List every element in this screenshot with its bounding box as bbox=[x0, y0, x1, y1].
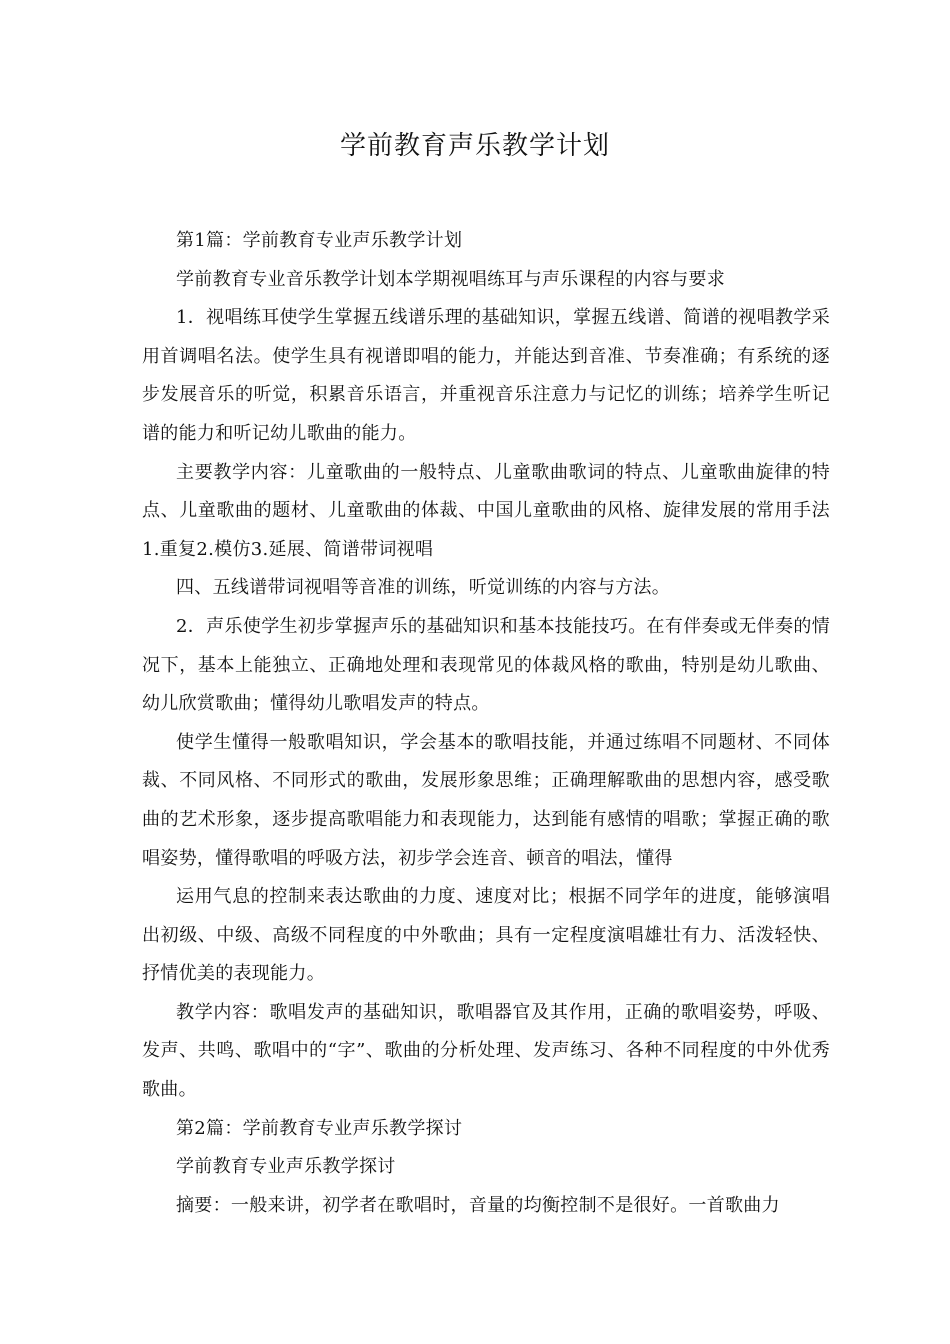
paragraph-singing-knowledge: 使学生懂得一般歌唱知识，学会基本的歌唱技能，并通过练唱不同题材、不同体裁、不同风格、不同形式的歌曲，发展形象思维；正确理解歌曲的思想内容，感受歌曲的艺术形象，逐步提高歌唱能力和表现能力，达到能有感情的唱歌；掌握正确的歌唱姿势，懂得歌唱的呼吸方法，初步学会连音、顿音的唱法，懂得 bbox=[142, 731, 830, 869]
paragraph-subtitle-discussion: 学前教育专业声乐教学探讨 bbox=[176, 1156, 396, 1178]
document-title: 学前教育声乐教学计划 bbox=[339, 131, 610, 161]
paragraph-breath-control: 运用气息的控制来表达歌曲的力度、速度对比；根据不同学年的进度，能够演唱出初级、中级、高级不同程度的中外歌曲；具有一定程度演唱雄壮有力、活泼轻快、抒情优美的表现能力。 bbox=[142, 886, 830, 985]
paragraph-subtitle-plan: 学前教育专业音乐教学计划本学期视唱练耳与声乐课程的内容与要求 bbox=[176, 268, 725, 290]
paragraph-heading-part-2: 第2篇：学前教育专业声乐教学探讨 bbox=[176, 1117, 463, 1139]
paragraph-heading-part-1: 第1篇：学前教育专业声乐教学计划 bbox=[176, 230, 463, 251]
paragraph-vocal-music: 2．声乐使学生初步掌握声乐的基础知识和基本技能技巧。在有伴奏或无伴奏的情况下，基本上能独立、正确地处理和表现常见的体裁风格的歌曲，特别是幼儿歌曲、幼儿欣赏歌曲；懂得幼儿歌唱发声的特点。 bbox=[142, 615, 830, 715]
paragraph-main-content: 主要教学内容：儿童歌曲的一般特点、儿童歌曲歌词的特点、儿童歌曲旋律的特点、儿童歌曲的题材、儿童歌曲的体裁、中国儿童歌曲的风格、旋律发展的常用手法1.重复2.模仿3.延展、简谱带词视唱 bbox=[142, 461, 830, 560]
document-body bbox=[142, 222, 830, 1225]
paragraph-sight-singing: 1．视唱练耳使学生掌握五线谱乐理的基础知识，掌握五线谱、简谱的视唱教学采用首调唱名法。使学生具有视谱即唱的能力，并能达到音准、节奏准确；有系统的逐步发展音乐的听觉，积累音乐语言，并重视音乐注意力与记忆的训练；培养学生听记谱的能力和听记幼儿歌曲的能力。 bbox=[142, 307, 830, 444]
paragraph-abstract: 摘要：一般来讲，初学者在歌唱时，音量的均衡控制不是很好。一首歌曲力 bbox=[176, 1194, 780, 1216]
paragraph-teaching-content: 教学内容：歌唱发声的基础知识，歌唱器官及其作用，正确的歌唱姿势，呼吸、发声、共鸣、歌唱中的“字”、歌曲的分析处理、发声练习、各种不同程度的中外优秀歌曲。 bbox=[142, 1001, 830, 1101]
paragraph-staff-training: 四、五线谱带词视唱等音准的训练，听觉训练的内容与方法。 bbox=[176, 577, 671, 599]
